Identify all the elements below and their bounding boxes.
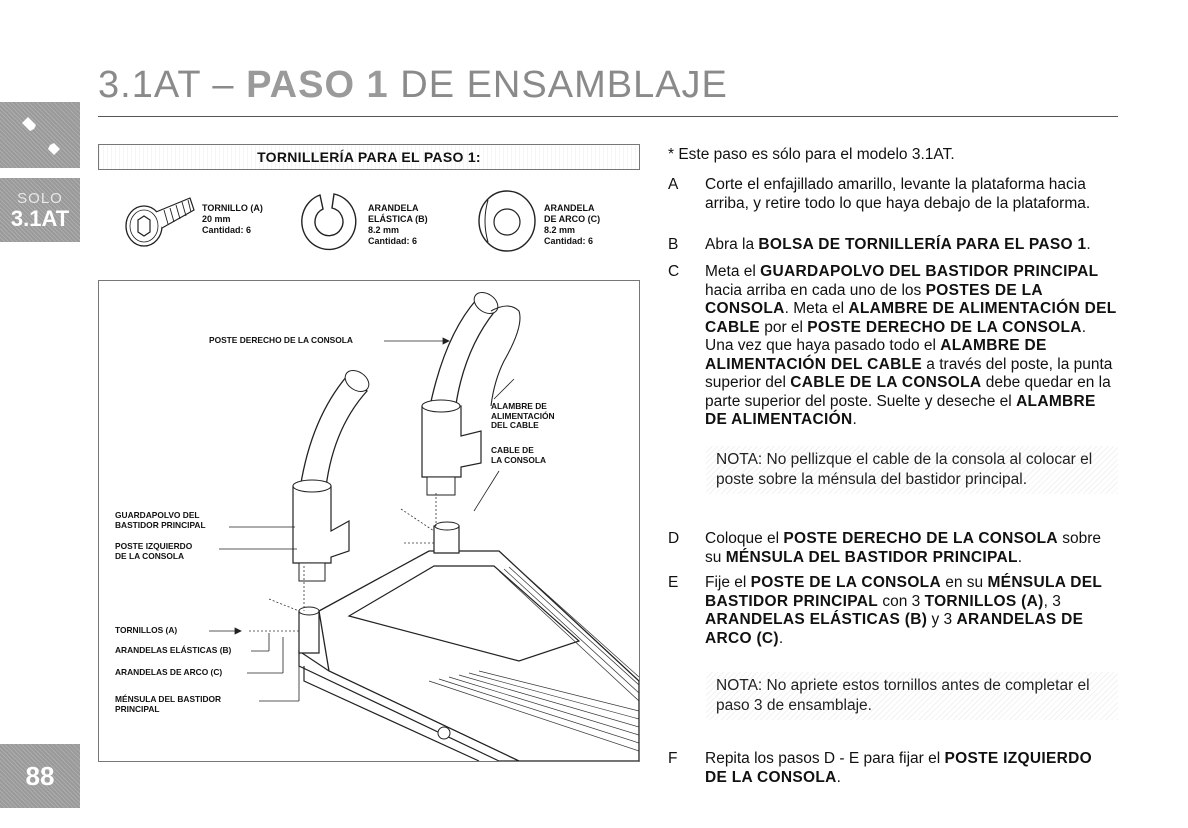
title-bold: PASO 1: [246, 64, 389, 106]
title-prefix: 3.1AT –: [98, 64, 247, 106]
label-lock-washers: ARANDELAS ELÁSTICAS (B): [115, 645, 232, 655]
label-right-post: POSTE DERECHO DE LA CONSOLA: [209, 335, 353, 345]
label-left-post: POSTE IZQUIERDO DE LA CONSOLA: [115, 541, 193, 561]
screw-icon: [118, 188, 198, 254]
lock-washer-icon: [298, 186, 362, 256]
title-divider: [98, 116, 1118, 117]
assembly-tab: [0, 102, 80, 168]
step-a: [668, 176, 1118, 213]
label-console-cable: CABLE DE LA CONSOLA: [491, 445, 547, 465]
step-letter: E: [668, 574, 679, 591]
page-number-tab: [0, 744, 80, 808]
label-bracket: MÉNSULA DEL BASTIDOR PRINCIPAL: [115, 694, 222, 714]
intro-note: * Este paso es sólo para el modelo 3.1AT.: [668, 146, 955, 163]
step-text: Fije el POSTE DE LA CONSOLA en su MÉNSULA DEL BASTIDOR PRINCIPAL con 3 TORNILLOS (A), 3 ARANDELAS ELÁSTICAS (B) y 3 ARANDELAS DE ARCO (C).: [705, 574, 1102, 647]
label-screws: TORNILLOS (A): [115, 625, 178, 635]
hardware-heading: TORNILLERÍA PARA EL PASO 1:: [98, 144, 640, 170]
step-text: Abra la BOLSA DE TORNILLERÍA PARA EL PASO 1.: [705, 236, 1091, 253]
step-f: [668, 750, 1118, 787]
hardware-item-screw: TORNILLO (A) 20 mm Cantidad: 6: [202, 203, 263, 235]
wrench-icon: [14, 109, 66, 161]
model-tab: [0, 178, 80, 242]
step-text: Repita los pasos D - E para fijar el POSTE IZQUIERDO DE LA CONSOLA.: [705, 750, 1092, 786]
step-letter: B: [668, 236, 679, 253]
label-frame-boot: GUARDAPOLVO DEL BASTIDOR PRINCIPAL: [115, 510, 206, 530]
step-text: Coloque el POSTE DERECHO DE LA CONSOLA sobre su MÉNSULA DEL BASTIDOR PRINCIPAL.: [705, 530, 1102, 566]
step-b: [668, 236, 1118, 255]
step-e: [668, 574, 1118, 648]
label-arc-washers: ARANDELAS DE ARCO (C): [115, 667, 223, 677]
step-d: [668, 530, 1118, 567]
step-text: Corte el enfajillado amarillo, levante la plataforma hacia arriba, y retire todo lo que haya debajo de la plataforma.: [705, 176, 1091, 212]
assembly-diagram: [98, 280, 640, 762]
hardware-item-lock-washer: ARANDELA ELÁSTICA (B) 8.2 mm Cantidad: 6: [368, 203, 428, 246]
note-dont-tighten: NOTA: No apriete estos tornillos antes de completar el paso 3 de ensamblaje.: [706, 672, 1118, 720]
step-text: Meta el GUARDAPOLVO DEL BASTIDOR PRINCIPAL hacia arriba en cada uno de los POSTES DE LA CONSOLA. Meta el ALAMBRE DE ALIMENTACIÓN DEL CABLE por el POSTE DERECHO DE LA CONSOLA. Una vez que haya pasado todo el ALAMBRE DE ALIMENTACIÓN DEL CABLE a través del poste, la punta superior del CABLE DE LA CONSOLA debe quedar en la parte superior del poste. Suelte y deseche el ALAMBRE DE ALIMENTACIÓN.: [705, 263, 1117, 428]
arc-washer-icon: [474, 186, 540, 256]
hardware-item-arc-washer: ARANDELA DE ARCO (C) 8.2 mm Cantidad: 6: [544, 203, 601, 246]
step-letter: C: [668, 263, 680, 280]
step-letter: D: [668, 530, 680, 547]
page-title: [98, 64, 728, 107]
model-label: 3.1AT: [10, 205, 70, 231]
title-suffix: DE ENSAMBLAJE: [388, 64, 728, 106]
label-power-wire: ALAMBRE DE ALIMENTACIÓN DEL CABLE: [491, 401, 555, 430]
solo-label: SOLO: [17, 189, 63, 207]
step-c: [668, 263, 1118, 430]
note-pinch-cable: NOTA: No pellizque el cable de la consola al colocar el poste sobre la ménsula del bastidor principal.: [706, 446, 1118, 494]
page-number: 88: [25, 760, 55, 791]
step-letter: A: [668, 176, 679, 193]
step-letter: F: [668, 750, 678, 767]
